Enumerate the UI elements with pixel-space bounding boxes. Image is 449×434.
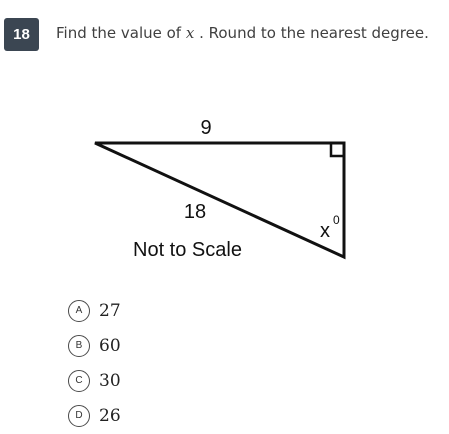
choice-letter-a: A: [68, 300, 90, 322]
angle-label: x: [320, 220, 330, 242]
prompt-text-after: . Round to the nearest degree.: [194, 24, 429, 42]
choice-letter-b: B: [68, 335, 90, 357]
angle-superscript: 0: [333, 213, 340, 227]
answer-choices: [68, 293, 121, 433]
question-number: 18: [4, 18, 39, 51]
choice-value-d: 26: [99, 405, 121, 426]
choice-value-b: 60: [99, 335, 121, 356]
choice-value-a: 27: [99, 300, 121, 321]
choice-c[interactable]: [68, 363, 121, 398]
prompt-variable: x: [185, 24, 195, 42]
scale-note: Not to Scale: [133, 239, 242, 261]
choice-letter-c: C: [68, 370, 90, 392]
choice-b[interactable]: [68, 328, 121, 363]
choice-a[interactable]: [68, 293, 121, 328]
choice-value-c: 30: [99, 370, 121, 391]
right-angle-marker: [331, 143, 344, 156]
top-side-label: 9: [200, 117, 212, 139]
choice-d[interactable]: [68, 398, 121, 433]
hypotenuse-label: 18: [183, 201, 207, 223]
prompt-text-before: Find the value of: [56, 24, 186, 42]
choice-letter-d: D: [68, 405, 90, 427]
